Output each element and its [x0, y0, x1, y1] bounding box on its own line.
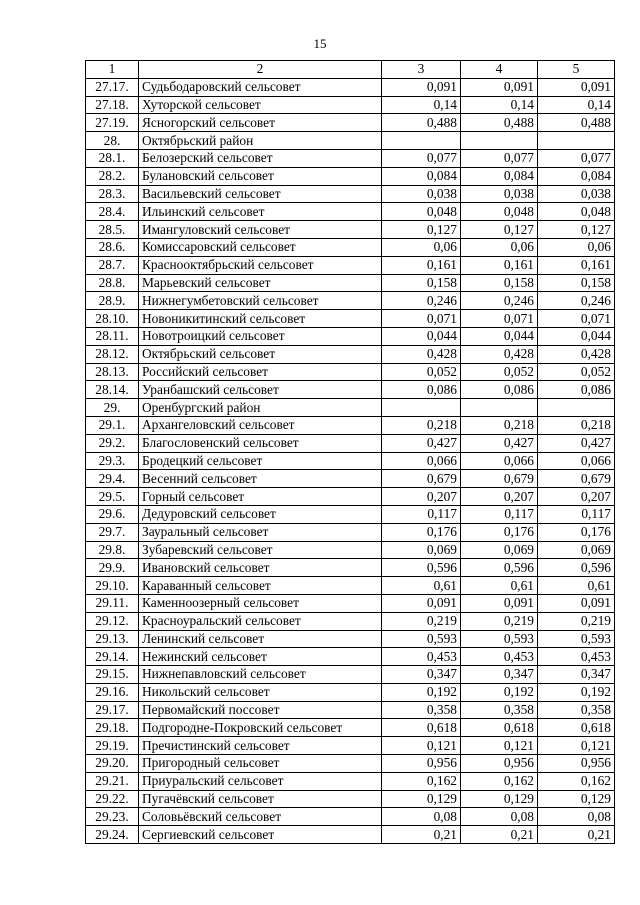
- value-cell-3: 0,121: [382, 737, 461, 755]
- value-cell-4: 0,21: [461, 826, 538, 844]
- row-number-cell: 27.19.: [86, 114, 139, 132]
- value-cell-3: [382, 399, 461, 417]
- value-cell-4: 0,246: [461, 292, 538, 310]
- table-row: [86, 203, 615, 221]
- table-row: [86, 505, 615, 523]
- value-cell-3: 0,052: [382, 363, 461, 381]
- value-cell-3: 0,066: [382, 452, 461, 470]
- value-cell-3: 0,21: [382, 826, 461, 844]
- name-cell: Ильинский сельсовет: [139, 203, 382, 221]
- value-cell-4: 0,488: [461, 114, 538, 132]
- value-cell-4: 0,679: [461, 470, 538, 488]
- value-cell-3: 0,086: [382, 381, 461, 399]
- row-number-cell: 28.5.: [86, 221, 139, 239]
- value-cell-5: 0,071: [538, 310, 615, 328]
- table-row: [86, 363, 615, 381]
- name-cell: Новоникитинский сельсовет: [139, 310, 382, 328]
- value-cell-4: 0,084: [461, 167, 538, 185]
- value-cell-3: 0,358: [382, 701, 461, 719]
- table-row: [86, 666, 615, 684]
- table-row: [86, 185, 615, 203]
- name-cell: Пречистинский сельсовет: [139, 737, 382, 755]
- value-cell-5: 0,593: [538, 630, 615, 648]
- name-cell: Булановский сельсовет: [139, 167, 382, 185]
- table-row: [86, 772, 615, 790]
- row-number-cell: 28.9.: [86, 292, 139, 310]
- value-cell-3: 0,192: [382, 683, 461, 701]
- table-row: [86, 434, 615, 452]
- value-cell-4: 0,06: [461, 238, 538, 256]
- name-cell: Никольский сельсовет: [139, 683, 382, 701]
- value-cell-3: 0,679: [382, 470, 461, 488]
- table-row: [86, 523, 615, 541]
- table-row: [86, 470, 615, 488]
- value-cell-5: 0,038: [538, 185, 615, 203]
- row-number-cell: 29.3.: [86, 452, 139, 470]
- value-cell-4: 0,956: [461, 755, 538, 773]
- page-number: 15: [313, 36, 327, 51]
- row-number-cell: 29.7.: [86, 523, 139, 541]
- value-cell-4: 0,347: [461, 666, 538, 684]
- value-cell-4: 0,618: [461, 719, 538, 737]
- name-cell: Нижнегумбетовский сельсовет: [139, 292, 382, 310]
- name-cell: Уранбашский сельсовет: [139, 381, 382, 399]
- value-cell-5: 0,956: [538, 755, 615, 773]
- value-cell-3: 0,488: [382, 114, 461, 132]
- table-row: [86, 594, 615, 612]
- value-cell-4: 0,453: [461, 648, 538, 666]
- value-cell-4: 0,158: [461, 274, 538, 292]
- row-number-cell: 29.1.: [86, 416, 139, 434]
- value-cell-5: 0,246: [538, 292, 615, 310]
- value-cell-4: 0,086: [461, 381, 538, 399]
- value-cell-3: 0,071: [382, 310, 461, 328]
- value-cell-5: 0,219: [538, 612, 615, 630]
- value-cell-5: 0,162: [538, 772, 615, 790]
- row-number-cell: 29.24.: [86, 826, 139, 844]
- value-cell-3: 0,127: [382, 221, 461, 239]
- row-number-cell: 28.1.: [86, 149, 139, 167]
- table-row: [86, 399, 615, 417]
- name-cell: Октябрьский сельсовет: [139, 345, 382, 363]
- name-cell: Судьбодаровский сельсовет: [139, 78, 382, 96]
- name-cell: Нежинский сельсовет: [139, 648, 382, 666]
- name-cell: Соловьёвский сельсовет: [139, 808, 382, 826]
- table-row: [86, 78, 615, 96]
- name-cell: Пугачёвский сельсовет: [139, 790, 382, 808]
- name-cell: Васильевский сельсовет: [139, 185, 382, 203]
- value-cell-4: 0,066: [461, 452, 538, 470]
- value-cell-5: 0,066: [538, 452, 615, 470]
- name-cell: Дедуровский сельсовет: [139, 505, 382, 523]
- value-cell-3: 0,044: [382, 327, 461, 345]
- value-cell-5: 0,048: [538, 203, 615, 221]
- table-body: [86, 78, 615, 843]
- value-cell-5: 0,428: [538, 345, 615, 363]
- table-row: [86, 452, 615, 470]
- value-cell-4: 0,593: [461, 630, 538, 648]
- value-cell-5: 0,61: [538, 577, 615, 595]
- value-cell-4: 0,117: [461, 505, 538, 523]
- name-cell: Первомайский поссовет: [139, 701, 382, 719]
- value-cell-3: 0,207: [382, 488, 461, 506]
- table-row: [86, 345, 615, 363]
- row-number-cell: 29.11.: [86, 594, 139, 612]
- row-number-cell: 29.12.: [86, 612, 139, 630]
- value-cell-3: 0,618: [382, 719, 461, 737]
- value-cell-4: 0,596: [461, 559, 538, 577]
- value-cell-4: [461, 132, 538, 150]
- column-header-1: 1: [86, 61, 139, 79]
- value-cell-3: 0,593: [382, 630, 461, 648]
- value-cell-4: 0,048: [461, 203, 538, 221]
- table-row: [86, 221, 615, 239]
- row-number-cell: 29.2.: [86, 434, 139, 452]
- value-cell-5: 0,129: [538, 790, 615, 808]
- value-cell-4: 0,044: [461, 327, 538, 345]
- row-number-cell: 28.6.: [86, 238, 139, 256]
- value-cell-4: 0,091: [461, 78, 538, 96]
- value-cell-5: 0,14: [538, 96, 615, 114]
- value-cell-4: 0,071: [461, 310, 538, 328]
- value-cell-3: 0,246: [382, 292, 461, 310]
- value-cell-5: 0,127: [538, 221, 615, 239]
- value-cell-3: 0,427: [382, 434, 461, 452]
- name-cell: Комиссаровский сельсовет: [139, 238, 382, 256]
- value-cell-5: 0,618: [538, 719, 615, 737]
- value-cell-3: 0,077: [382, 149, 461, 167]
- value-cell-5: 0,052: [538, 363, 615, 381]
- value-cell-3: 0,453: [382, 648, 461, 666]
- value-cell-3: 0,129: [382, 790, 461, 808]
- name-cell: Приуральский сельсовет: [139, 772, 382, 790]
- value-cell-3: 0,158: [382, 274, 461, 292]
- table-row: [86, 416, 615, 434]
- row-number-cell: 28.12.: [86, 345, 139, 363]
- row-number-cell: 28.13.: [86, 363, 139, 381]
- value-cell-3: 0,61: [382, 577, 461, 595]
- name-cell: Имангуловский сельсовет: [139, 221, 382, 239]
- value-cell-3: 0,084: [382, 167, 461, 185]
- name-cell: Зубаревский сельсовет: [139, 541, 382, 559]
- name-cell: Каменноозерный сельсовет: [139, 594, 382, 612]
- value-cell-4: 0,129: [461, 790, 538, 808]
- row-number-cell: 29.5.: [86, 488, 139, 506]
- value-cell-3: 0,161: [382, 256, 461, 274]
- value-cell-3: 0,08: [382, 808, 461, 826]
- value-cell-5: 0,488: [538, 114, 615, 132]
- row-number-cell: 28.8.: [86, 274, 139, 292]
- name-cell: Ивановский сельсовет: [139, 559, 382, 577]
- row-number-cell: 28.: [86, 132, 139, 150]
- value-cell-5: 0,158: [538, 274, 615, 292]
- row-number-cell: 27.18.: [86, 96, 139, 114]
- table-row: [86, 648, 615, 666]
- value-cell-3: 0,091: [382, 78, 461, 96]
- table-row: [86, 292, 615, 310]
- value-cell-5: 0,358: [538, 701, 615, 719]
- value-cell-4: 0,091: [461, 594, 538, 612]
- column-header-4: 4: [461, 61, 538, 79]
- table-header-row: [86, 61, 615, 79]
- value-cell-4: 0,077: [461, 149, 538, 167]
- name-cell: Нижнепавловский сельсовет: [139, 666, 382, 684]
- value-cell-5: 0,176: [538, 523, 615, 541]
- value-cell-4: 0,162: [461, 772, 538, 790]
- name-cell: Российский сельсовет: [139, 363, 382, 381]
- name-cell: Ленинский сельсовет: [139, 630, 382, 648]
- value-cell-5: 0,044: [538, 327, 615, 345]
- table-row: [86, 719, 615, 737]
- row-number-cell: 29.22.: [86, 790, 139, 808]
- name-cell: Марьевский сельсовет: [139, 274, 382, 292]
- value-cell-5: 0,121: [538, 737, 615, 755]
- value-cell-3: 0,06: [382, 238, 461, 256]
- table-row: [86, 114, 615, 132]
- value-cell-4: [461, 399, 538, 417]
- value-cell-4: 0,218: [461, 416, 538, 434]
- row-number-cell: 27.17.: [86, 78, 139, 96]
- value-cell-3: 0,219: [382, 612, 461, 630]
- column-header-5: 5: [538, 61, 615, 79]
- row-number-cell: 28.3.: [86, 185, 139, 203]
- value-cell-4: 0,14: [461, 96, 538, 114]
- value-cell-4: 0,219: [461, 612, 538, 630]
- value-cell-5: [538, 132, 615, 150]
- row-number-cell: 29.13.: [86, 630, 139, 648]
- value-cell-5: 0,427: [538, 434, 615, 452]
- value-cell-5: 0,086: [538, 381, 615, 399]
- value-cell-5: 0,453: [538, 648, 615, 666]
- row-number-cell: 29.15.: [86, 666, 139, 684]
- table-row: [86, 149, 615, 167]
- table-row: [86, 683, 615, 701]
- table-row: [86, 256, 615, 274]
- row-number-cell: 29.17.: [86, 701, 139, 719]
- name-cell: Хуторской сельсовет: [139, 96, 382, 114]
- row-number-cell: 29.10.: [86, 577, 139, 595]
- value-cell-3: 0,069: [382, 541, 461, 559]
- table-row: [86, 612, 615, 630]
- table-row: [86, 577, 615, 595]
- value-cell-4: 0,08: [461, 808, 538, 826]
- value-cell-3: 0,14: [382, 96, 461, 114]
- row-number-cell: 28.11.: [86, 327, 139, 345]
- row-number-cell: 29.19.: [86, 737, 139, 755]
- name-cell: Горный сельсовет: [139, 488, 382, 506]
- row-number-cell: 29.20.: [86, 755, 139, 773]
- value-cell-5: 0,679: [538, 470, 615, 488]
- name-cell: Благословенский сельсовет: [139, 434, 382, 452]
- value-cell-4: 0,61: [461, 577, 538, 595]
- name-cell: Октябрьский район: [139, 132, 382, 150]
- table-row: [86, 808, 615, 826]
- value-cell-5: 0,21: [538, 826, 615, 844]
- value-cell-5: 0,207: [538, 488, 615, 506]
- name-cell: Караванный сельсовет: [139, 577, 382, 595]
- table-row: [86, 274, 615, 292]
- table-row: [86, 737, 615, 755]
- name-cell: Подгородне-Покровский сельсовет: [139, 719, 382, 737]
- value-cell-4: 0,427: [461, 434, 538, 452]
- name-cell: Краснооктябрьский сельсовет: [139, 256, 382, 274]
- value-cell-3: 0,596: [382, 559, 461, 577]
- value-cell-4: 0,069: [461, 541, 538, 559]
- row-number-cell: 29.18.: [86, 719, 139, 737]
- value-cell-5: 0,218: [538, 416, 615, 434]
- table-row: [86, 826, 615, 844]
- row-number-cell: 28.4.: [86, 203, 139, 221]
- name-cell: Зауральный сельсовет: [139, 523, 382, 541]
- row-number-cell: 28.14.: [86, 381, 139, 399]
- table-row: [86, 541, 615, 559]
- row-number-cell: 28.7.: [86, 256, 139, 274]
- value-cell-3: 0,428: [382, 345, 461, 363]
- value-cell-4: 0,207: [461, 488, 538, 506]
- value-cell-4: 0,428: [461, 345, 538, 363]
- table-row: [86, 790, 615, 808]
- column-header-3: 3: [382, 61, 461, 79]
- table-row: [86, 488, 615, 506]
- value-cell-4: 0,121: [461, 737, 538, 755]
- value-cell-3: 0,162: [382, 772, 461, 790]
- value-cell-4: 0,127: [461, 221, 538, 239]
- name-cell: Красноуральский сельсовет: [139, 612, 382, 630]
- value-cell-5: 0,091: [538, 78, 615, 96]
- value-cell-4: 0,052: [461, 363, 538, 381]
- name-cell: Архангеловский сельсовет: [139, 416, 382, 434]
- row-number-cell: 29.6.: [86, 505, 139, 523]
- table-row: [86, 167, 615, 185]
- column-header-2: 2: [139, 61, 382, 79]
- row-number-cell: 28.2.: [86, 167, 139, 185]
- table-row: [86, 96, 615, 114]
- table-row: [86, 559, 615, 577]
- value-cell-5: 0,069: [538, 541, 615, 559]
- table-row: [86, 701, 615, 719]
- row-number-cell: 29.14.: [86, 648, 139, 666]
- name-cell: Пригородный сельсовет: [139, 755, 382, 773]
- table-row: [86, 238, 615, 256]
- row-number-cell: 29.9.: [86, 559, 139, 577]
- row-number-cell: 28.10.: [86, 310, 139, 328]
- name-cell: Новотроицкий сельсовет: [139, 327, 382, 345]
- row-number-cell: 29.21.: [86, 772, 139, 790]
- value-cell-3: 0,091: [382, 594, 461, 612]
- value-cell-4: 0,192: [461, 683, 538, 701]
- value-cell-5: 0,08: [538, 808, 615, 826]
- value-cell-3: 0,176: [382, 523, 461, 541]
- value-cell-3: 0,038: [382, 185, 461, 203]
- value-cell-4: 0,038: [461, 185, 538, 203]
- table-row: [86, 327, 615, 345]
- row-number-cell: 29.: [86, 399, 139, 417]
- value-cell-3: 0,117: [382, 505, 461, 523]
- value-cell-5: 0,161: [538, 256, 615, 274]
- value-cell-4: 0,358: [461, 701, 538, 719]
- table-row: [86, 132, 615, 150]
- value-cell-5: 0,06: [538, 238, 615, 256]
- value-cell-4: 0,176: [461, 523, 538, 541]
- name-cell: Сергиевский сельсовет: [139, 826, 382, 844]
- name-cell: Бродецкий сельсовет: [139, 452, 382, 470]
- name-cell: Весенний сельсовет: [139, 470, 382, 488]
- value-cell-3: 0,218: [382, 416, 461, 434]
- value-cell-3: 0,347: [382, 666, 461, 684]
- value-cell-5: 0,596: [538, 559, 615, 577]
- data-table: [85, 60, 615, 844]
- row-number-cell: 29.8.: [86, 541, 139, 559]
- table-row: [86, 381, 615, 399]
- value-cell-4: 0,161: [461, 256, 538, 274]
- value-cell-3: [382, 132, 461, 150]
- table-row: [86, 310, 615, 328]
- row-number-cell: 29.4.: [86, 470, 139, 488]
- value-cell-3: 0,956: [382, 755, 461, 773]
- value-cell-3: 0,048: [382, 203, 461, 221]
- table-row: [86, 630, 615, 648]
- value-cell-5: 0,192: [538, 683, 615, 701]
- value-cell-5: [538, 399, 615, 417]
- name-cell: Ясногорский сельсовет: [139, 114, 382, 132]
- value-cell-5: 0,117: [538, 505, 615, 523]
- value-cell-5: 0,347: [538, 666, 615, 684]
- value-cell-5: 0,084: [538, 167, 615, 185]
- name-cell: Белозерский сельсовет: [139, 149, 382, 167]
- row-number-cell: 29.23.: [86, 808, 139, 826]
- value-cell-5: 0,091: [538, 594, 615, 612]
- row-number-cell: 29.16.: [86, 683, 139, 701]
- name-cell: Оренбургский район: [139, 399, 382, 417]
- table-row: [86, 755, 615, 773]
- value-cell-5: 0,077: [538, 149, 615, 167]
